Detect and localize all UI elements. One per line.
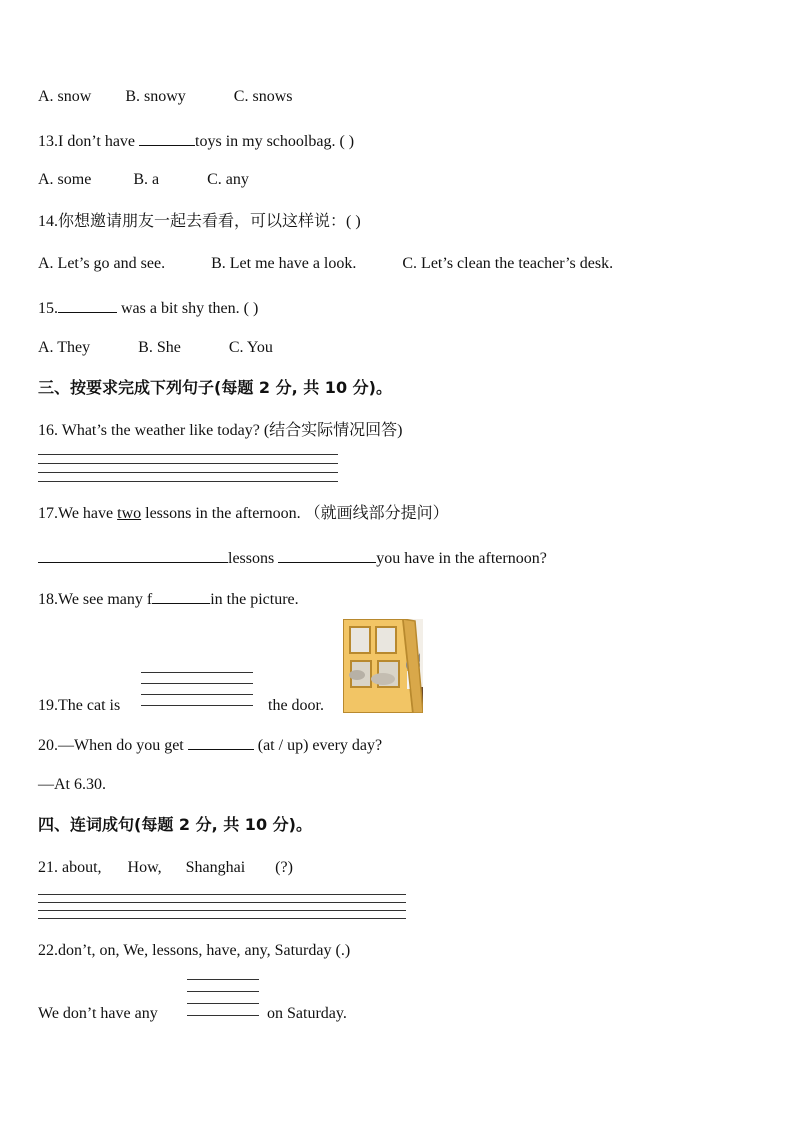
question-17 — [38, 504, 449, 524]
q19-prefix: 19.The cat is — [38, 697, 121, 714]
q15-options — [38, 338, 273, 358]
q18-blank[interactable] — [152, 587, 210, 604]
q17-prefix: 17.We have — [38, 505, 118, 522]
q12-option-b[interactable]: B. snowy — [125, 88, 186, 105]
cat-behind-door-illustration — [343, 619, 423, 713]
q14-option-b[interactable]: B. Let me have a look. — [211, 255, 357, 272]
question-19 — [38, 696, 120, 716]
question-22 — [38, 941, 350, 961]
q17-blank-2[interactable] — [278, 546, 376, 563]
q12-option-c[interactable]: C. snows — [233, 88, 293, 105]
q18-suffix: in the picture. — [210, 591, 299, 608]
section-3-title: 三、按要求完成下列句子(每题 2 分, 共 10 分)。 — [38, 378, 392, 397]
q21-word-1: about, — [62, 859, 102, 876]
q18-prefix: 18.We see many f — [38, 591, 153, 608]
q14-options — [38, 254, 613, 274]
q22-answer-prefix-wrap — [38, 1004, 158, 1024]
q21-word-4: (?) — [275, 859, 293, 876]
q13-prefix: 13.I don’t have — [38, 133, 136, 150]
q14-option-c[interactable]: C. Let’s clean the teacher’s desk. — [402, 255, 614, 272]
q13-option-a[interactable]: A. some — [38, 171, 92, 188]
q21-word-3: Shanghai — [185, 859, 246, 876]
q13-option-c[interactable]: C. any — [207, 171, 249, 188]
q13-option-b[interactable]: B. a — [133, 171, 160, 188]
q17-answer-end: you have in the afternoon? — [376, 550, 547, 567]
question-20 — [38, 733, 382, 756]
question-13 — [38, 129, 354, 152]
question-14 — [38, 212, 361, 232]
q17-underlined-word: two — [117, 505, 142, 522]
q20-answer — [38, 775, 106, 795]
q13-suffix: toys in my schoolbag. ( ) — [195, 133, 355, 150]
q20-suffix: (at / up) every day? — [257, 737, 383, 754]
q22-answer-prefix: We don’t have any — [38, 1005, 158, 1022]
q15-option-a[interactable]: A. They — [38, 339, 91, 356]
q19-answer-lines[interactable] — [141, 672, 253, 706]
q12-option-a[interactable]: A. snow — [38, 88, 92, 105]
q22-answer-suffix-wrap — [267, 1004, 347, 1024]
question-18 — [38, 587, 299, 610]
q20-answer-text: —At 6.30. — [38, 776, 106, 793]
q15-prefix: 15. — [38, 300, 58, 317]
q13-options — [38, 170, 249, 190]
question-21 — [38, 858, 293, 878]
q19-suffix-wrap — [268, 696, 324, 716]
q13-blank[interactable] — [139, 129, 195, 146]
q17-suffix: lessons in the afternoon. （就画线部分提问） — [141, 505, 449, 522]
q22-answer-lines[interactable] — [187, 979, 259, 1016]
q21-word-2: How, — [127, 859, 162, 876]
q15-suffix: was a bit shy then. ( ) — [121, 300, 259, 317]
section-4-title: 四、连词成句(每题 2 分, 共 10 分)。 — [38, 815, 312, 834]
q14-option-a[interactable]: A. Let’s go and see. — [38, 255, 166, 272]
question-15 — [38, 296, 258, 319]
q21-number: 21. — [38, 859, 58, 876]
q15-blank[interactable] — [58, 296, 117, 313]
q20-blank[interactable] — [188, 733, 254, 750]
q15-option-c[interactable]: C. You — [228, 339, 273, 356]
q22-answer-suffix: on Saturday. — [267, 1005, 347, 1022]
q12-options — [38, 87, 292, 107]
q14-text: 14.你想邀请朋友一起去看看，可以这样说：( ) — [38, 213, 361, 230]
q17-blank-1[interactable] — [38, 546, 228, 563]
q20-prefix: 20.—When do you get — [38, 737, 184, 754]
q19-suffix: the door. — [268, 697, 324, 714]
q22-text: 22.don’t, on, We, lessons, have, any, Saturday (.) — [38, 942, 351, 959]
question-16 — [38, 421, 403, 441]
q16-text: 16. What’s the weather like today? (结合实际情况回答) — [38, 422, 403, 439]
q21-answer-lines[interactable] — [38, 894, 406, 919]
q17-answer-mid: lessons — [228, 550, 275, 567]
q15-option-b[interactable]: B. She — [138, 339, 181, 356]
q17-answer — [38, 546, 547, 569]
q16-answer-lines[interactable] — [38, 454, 338, 482]
